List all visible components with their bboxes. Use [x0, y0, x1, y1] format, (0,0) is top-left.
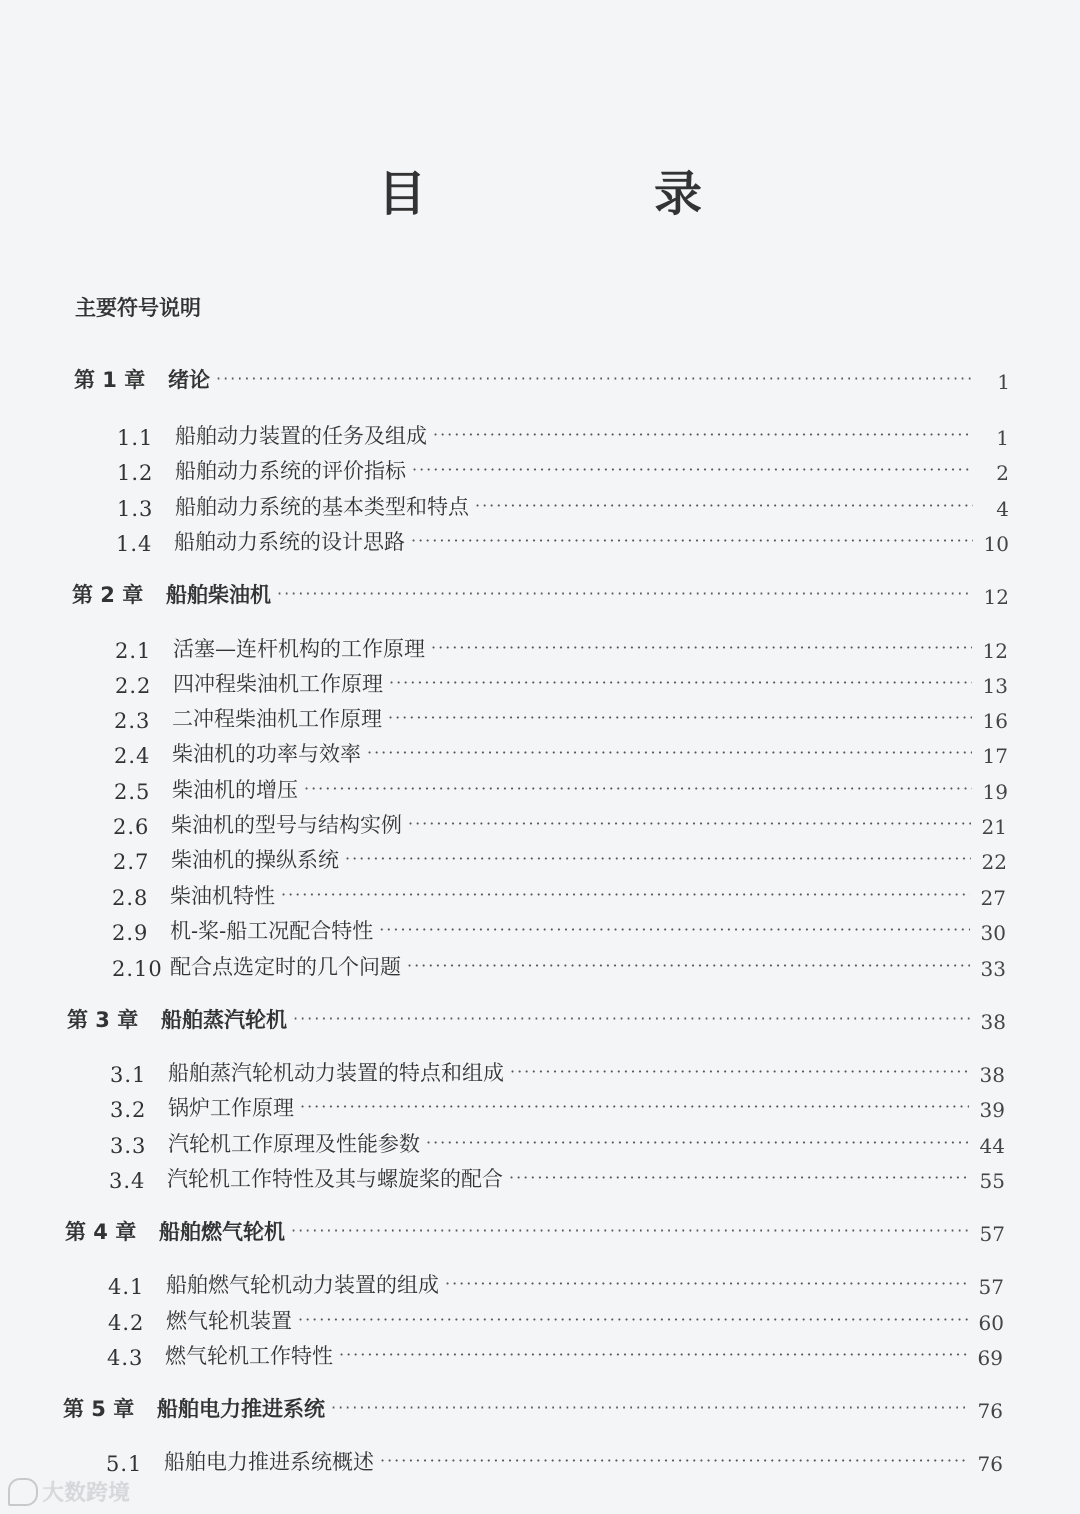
dot-leader: [411, 531, 973, 550]
dot-leader: [510, 1062, 969, 1081]
toc-section-entry[interactable]: [110, 1126, 1005, 1158]
toc-entry-page: 39: [979, 1098, 1005, 1122]
toc-entry-page: 1: [996, 426, 1009, 450]
toc-entry-number: 第 3 章: [67, 1008, 139, 1032]
toc-section-entry[interactable]: [109, 1161, 1005, 1193]
toc-chapter-entry[interactable]: [63, 1391, 1003, 1423]
toc-entry-page: 1: [997, 370, 1010, 394]
toc-entry-title: 船舶燃气轮机动力装置的组成: [166, 1273, 439, 1297]
dot-leader: [380, 1451, 967, 1470]
toc-entry-number: 2.2: [115, 674, 152, 698]
toc-entry-page: 13: [982, 674, 1008, 698]
toc-chapter-entry[interactable]: [65, 1214, 1005, 1246]
toc-entry-number: 2.1: [115, 639, 152, 663]
toc-section-entry[interactable]: [117, 453, 1009, 485]
toc-entry-page: 33: [980, 957, 1006, 981]
toc-entry-number: 2.4: [114, 744, 151, 768]
dot-leader: [304, 779, 972, 798]
dot-leader: [388, 708, 972, 727]
toc-entry-number: 1.3: [117, 497, 154, 521]
toc-section-entry[interactable]: [114, 701, 1008, 733]
toc-entry-title: 船舶燃气轮机: [159, 1220, 285, 1244]
toc-entry-page: 76: [977, 1452, 1003, 1476]
dot-leader: [298, 1310, 968, 1329]
toc-chapter-entry[interactable]: [67, 1002, 1006, 1034]
toc-entry-page: 57: [978, 1275, 1004, 1299]
toc-entry-page: 57: [979, 1222, 1005, 1246]
toc-section-entry[interactable]: [112, 949, 1006, 981]
toc-section-entry[interactable]: [117, 489, 1009, 521]
toc-section-entry[interactable]: [108, 1267, 1004, 1299]
dot-leader: [431, 638, 972, 657]
toc-entry-number: 3.3: [110, 1134, 147, 1158]
dot-leader: [412, 460, 973, 479]
toc-entry-number: 第 1 章: [74, 368, 146, 392]
toc-entry-number: 3.1: [110, 1063, 147, 1087]
toc-entry-title: 汽轮机工作原理及性能参数: [168, 1132, 420, 1156]
toc-entry-title: 活塞—连杆机构的工作原理: [173, 637, 425, 661]
toc-entry-page: 19: [982, 780, 1008, 804]
toc-entry-title: 柴油机的操纵系统: [171, 848, 339, 872]
dot-leader: [379, 920, 970, 939]
toc-entry-page: 69: [977, 1346, 1003, 1370]
toc-entry-number: 第 5 章: [63, 1397, 135, 1421]
toc-entry-page: 38: [980, 1010, 1006, 1034]
toc-entry-number: 2.9: [112, 921, 149, 945]
dot-leader: [281, 885, 970, 904]
toc-entry-number: 5.1: [106, 1452, 143, 1476]
toc-entry-title: 船舶动力系统的基本类型和特点: [175, 495, 469, 519]
toc-section-entry[interactable]: [115, 631, 1008, 663]
dot-leader: [300, 1097, 969, 1116]
toc-entry-title: 船舶蒸汽轮机动力装置的特点和组成: [168, 1061, 504, 1085]
toc-entry-number: 2.10: [112, 957, 163, 981]
toc-entry-number: 第 2 章: [72, 583, 144, 607]
toc-entry-number: 2.5: [114, 780, 151, 804]
toc-entry-title: 船舶柴油机: [166, 583, 271, 607]
toc-entry-page: 60: [978, 1311, 1004, 1335]
symbols-heading: 主要符号说明: [75, 296, 201, 320]
dot-leader: [331, 1398, 967, 1417]
toc-entry-page: 27: [980, 886, 1006, 910]
toc-entry-number: 2.3: [114, 709, 151, 733]
toc-chapter-entry[interactable]: [72, 577, 1009, 609]
toc-entry-number: 第 4 章: [65, 1220, 137, 1244]
toc-entry-number: 4.1: [108, 1275, 145, 1299]
toc-entry-title: 船舶电力推进系统: [157, 1397, 325, 1421]
toc-entry-title: 燃气轮机工作特性: [165, 1344, 333, 1368]
toc-entry-title: 配合点选定时的几个问题: [170, 955, 401, 979]
toc-entry-title: 柴油机的增压: [172, 778, 298, 802]
toc-section-entry[interactable]: [112, 878, 1006, 910]
toc-section-entry[interactable]: [110, 1055, 1005, 1087]
dot-leader: [445, 1274, 968, 1293]
toc-entry-page: 30: [980, 921, 1006, 945]
dot-leader: [339, 1345, 967, 1364]
toc-entry-page: 12: [983, 585, 1009, 609]
toc-section-entry[interactable]: [112, 913, 1006, 945]
dot-leader: [407, 956, 970, 975]
toc-entry-title: 燃气轮机装置: [166, 1309, 292, 1333]
toc-entry-page: 21: [981, 815, 1007, 839]
toc-entry-page: 55: [979, 1169, 1005, 1193]
toc-entry-number: 4.3: [107, 1346, 144, 1370]
toc-entry-title: 船舶蒸汽轮机: [161, 1008, 287, 1032]
dot-leader: [216, 369, 974, 388]
toc-entry-title: 柴油机特性: [170, 884, 275, 908]
toc-section-entry[interactable]: [115, 666, 1008, 698]
toc-section-entry[interactable]: [113, 807, 1007, 839]
dot-leader: [433, 425, 973, 444]
toc-entry-number: 2.6: [113, 815, 150, 839]
dot-leader: [367, 743, 972, 762]
toc-entry-number: 4.2: [108, 1311, 145, 1335]
dot-leader: [509, 1168, 969, 1187]
toc-entry-page: 12: [982, 639, 1008, 663]
watermark-text: 大数跨境: [42, 1481, 131, 1506]
watermark: [8, 1476, 130, 1507]
toc-entry-title: 船舶动力系统的设计思路: [174, 530, 405, 554]
watermark-logo-icon: [8, 1478, 38, 1506]
toc-section-entry[interactable]: [113, 842, 1007, 874]
toc-entry-title: 绪论: [168, 368, 210, 392]
page-title: 目 录: [377, 166, 792, 222]
toc-section-entry[interactable]: [114, 772, 1008, 804]
dot-leader: [389, 673, 972, 692]
toc-section-entry[interactable]: [116, 524, 1009, 556]
dot-leader: [291, 1221, 969, 1240]
toc-section-entry[interactable]: [117, 418, 1009, 450]
toc-section-entry[interactable]: [106, 1444, 1003, 1476]
toc-entry-page: 17: [982, 744, 1008, 768]
dot-leader: [475, 496, 973, 515]
toc-entry-page: 4: [996, 497, 1009, 521]
toc-entry-number: 1.2: [117, 461, 154, 485]
toc-section-entry[interactable]: [114, 736, 1008, 768]
toc-entry-title: 机-桨-船工况配合特性: [170, 919, 374, 943]
toc-entry-number: 1.1: [117, 426, 154, 450]
toc-section-entry[interactable]: [107, 1338, 1003, 1370]
dot-leader: [345, 849, 971, 868]
toc-entry-number: 3.4: [109, 1169, 146, 1193]
toc-entry-title: 船舶动力装置的任务及组成: [175, 424, 427, 448]
toc-entry-page: 16: [982, 709, 1008, 733]
toc-entry-page: 10: [983, 532, 1009, 556]
toc-entry-title: 汽轮机工作特性及其与螺旋桨的配合: [167, 1167, 503, 1191]
toc-entry-title: 船舶动力系统的评价指标: [175, 459, 406, 483]
toc-entry-title: 船舶电力推进系统概述: [164, 1450, 374, 1474]
toc-entry-number: 1.4: [116, 532, 153, 556]
dot-leader: [277, 584, 973, 603]
toc-entry-page: 38: [979, 1063, 1005, 1087]
dot-leader: [426, 1133, 969, 1152]
toc-entry-number: 2.7: [113, 850, 150, 874]
toc-entry-title: 四冲程柴油机工作原理: [173, 672, 383, 696]
toc-entry-number: 3.2: [110, 1098, 147, 1122]
toc-section-entry[interactable]: [110, 1090, 1005, 1122]
dot-leader: [293, 1009, 970, 1028]
toc-entry-number: 2.8: [112, 886, 149, 910]
toc-entry-title: 锅炉工作原理: [168, 1096, 294, 1120]
toc-entry-page: 22: [981, 850, 1007, 874]
toc-entry-page: 76: [977, 1399, 1003, 1423]
toc-entry-title: 二冲程柴油机工作原理: [172, 707, 382, 731]
toc-section-entry[interactable]: [108, 1303, 1004, 1335]
toc-entry-title: 柴油机的功率与效率: [172, 742, 361, 766]
toc-entry-page: 2: [996, 461, 1009, 485]
toc-entry-title: 柴油机的型号与结构实例: [171, 813, 402, 837]
dot-leader: [408, 814, 971, 833]
toc-chapter-entry[interactable]: [74, 362, 1010, 394]
toc-entry-page: 44: [979, 1134, 1005, 1158]
